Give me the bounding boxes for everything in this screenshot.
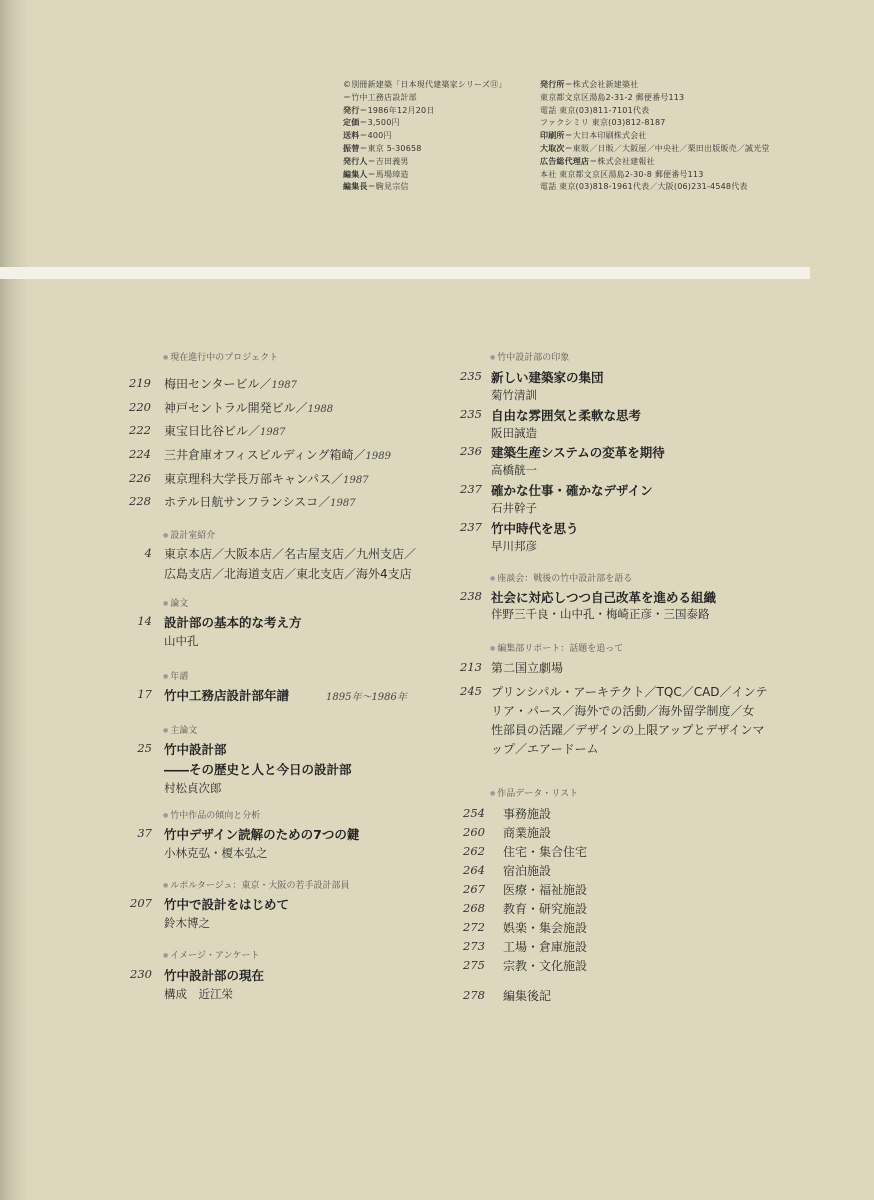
- project-entry: [164, 422, 285, 439]
- datalist-title: 医療・福祉施設: [503, 883, 588, 897]
- page-number: 262: [463, 844, 485, 858]
- colophon-line: [343, 130, 538, 143]
- section-heading-report: ● 編集部リポート：話題を追って: [490, 641, 623, 654]
- colophon-text: ＝400円: [359, 131, 392, 141]
- section-heading-roundtable: ● 座談会：戦後の竹中設計部を語る: [490, 571, 632, 584]
- colophon-text: ＝馬場璋造: [367, 169, 409, 179]
- colophon-label: 大取次: [540, 143, 565, 153]
- colophon-line: [343, 117, 538, 130]
- section-heading-datalist: ● 作品データ・リスト: [490, 786, 578, 799]
- colophon-line: [343, 105, 538, 118]
- project-title: ホテル日航サンフランシスコ／: [164, 495, 331, 509]
- colophon-label: 広告総代理店: [540, 156, 590, 166]
- colophon-line: [540, 156, 830, 169]
- essay-title: 設計部の基本的な考え方: [164, 615, 302, 630]
- page-number: 17: [137, 687, 152, 701]
- page-number: 228: [129, 494, 151, 508]
- colophon-line: [343, 169, 538, 182]
- datalist-title: 宗教・文化施設: [503, 959, 588, 973]
- colophon-text: ＝1986年12月20日: [359, 105, 435, 115]
- colophon-text: ＝東京 5-30658: [359, 143, 422, 153]
- afterword-title: 編集後記: [503, 989, 552, 1003]
- page-number: 219: [129, 376, 151, 390]
- impression-title: 新しい建築家の集団: [491, 370, 604, 385]
- colophon-label: 送料: [343, 131, 360, 141]
- colophon-label: 定価: [343, 118, 360, 128]
- colophon-right: [540, 79, 830, 194]
- colophon-line: [540, 105, 830, 118]
- datalist-title: 娯楽・集会施設: [503, 921, 588, 935]
- impression-author: 阪田誠造: [491, 426, 537, 440]
- colophon-left: [343, 79, 538, 194]
- project-title: 梅田センタービル／: [164, 377, 272, 391]
- colophon-line: [343, 143, 538, 156]
- page-number: 238: [460, 589, 482, 603]
- impression-author: 早川邦彦: [491, 539, 537, 553]
- colophon-line: [540, 169, 830, 182]
- project-title: 東宝日比谷ビル／: [164, 424, 261, 438]
- colophon-text: ＝駒見宗信: [367, 182, 409, 192]
- impression-title: 竹中時代を思う: [491, 521, 579, 536]
- section-heading-survey: ● イメージ・アンケート: [163, 948, 259, 961]
- page-number: 237: [460, 482, 482, 496]
- datalist-title: 商業施設: [503, 826, 552, 840]
- page-number: 226: [129, 471, 151, 485]
- colophon-text: ©別冊新建築「日本現代建築家シリーズ⑪」: [343, 80, 507, 89]
- colophon-label: 発行人: [343, 156, 368, 166]
- colophon-line: [540, 79, 830, 92]
- report-line: プリンシパル・アーキテクト／TQC／CAD／インテ: [491, 685, 768, 699]
- colophon-label: 編集長: [343, 182, 368, 192]
- page-number: 235: [460, 407, 482, 421]
- essay-author: 山中孔: [164, 634, 199, 648]
- colophon-label: 発行: [343, 105, 360, 115]
- colophon-line: [540, 92, 830, 105]
- page-number: 272: [463, 920, 485, 934]
- project-year: 1987: [343, 475, 369, 486]
- project-title: 三井倉庫オフィスビルディング箱崎／: [164, 448, 366, 462]
- report-line: 性部員の活躍／デザインの上限アップとデザインマ: [491, 723, 765, 737]
- page-number: 236: [460, 444, 482, 458]
- section-heading-chronology: ● 年譜: [163, 669, 188, 682]
- impression-title: 自由な雰囲気と柔軟な思考: [491, 408, 642, 423]
- section-heading-projects: ● 現在進行中のプロジェクト: [163, 350, 278, 363]
- colophon-text: ＝株式会社新建築社: [564, 80, 639, 89]
- project-title: 東京理科大学長万部キャンパス／: [164, 472, 344, 486]
- reportage-title: 竹中で設計をはじめて: [164, 897, 290, 912]
- offices-line-2: 広島支店／北海道支店／東北支店／海外4支店: [164, 567, 412, 581]
- page-number: 220: [129, 400, 151, 414]
- project-year: 1989: [365, 451, 391, 462]
- colophon-line: [343, 181, 538, 194]
- colophon-line: [540, 117, 830, 130]
- datalist-title: 住宅・集合住宅: [503, 845, 588, 859]
- impression-author: 石井幹子: [491, 501, 537, 515]
- colophon-line: [540, 130, 830, 143]
- chronology-title: 竹中工務店設計部年譜: [164, 688, 290, 703]
- roundtable-participants: 伴野三千良・山中孔・梅崎正彦・三国泰路: [491, 607, 710, 621]
- colophon-line: [343, 92, 538, 105]
- section-heading-reportage: ● ルポルタージュ：東京・大阪の若手設計部員: [163, 878, 350, 891]
- page-number: 278: [463, 988, 485, 1002]
- colophon-label: 編集人: [343, 169, 368, 179]
- project-entry: [164, 375, 297, 392]
- page-number: 264: [463, 863, 485, 877]
- page-number: 254: [463, 806, 485, 820]
- project-entry: [164, 493, 356, 510]
- page-number: 222: [129, 423, 151, 437]
- colophon-label: 印刷所: [540, 131, 565, 141]
- page-number: 207: [130, 896, 152, 910]
- colophon-text: ＝大日本印刷株式会社: [564, 131, 647, 141]
- impression-title: 建築生産システムの変革を期待: [491, 445, 665, 460]
- page-number: 275: [463, 958, 485, 972]
- impression-title: 確かな仕事・確かなデザイン: [491, 483, 653, 498]
- analysis-author: 小林克弘・榎本弘之: [164, 846, 268, 860]
- colophon-text: ＝吉田義男: [367, 156, 409, 166]
- project-entry: [164, 470, 369, 487]
- colophon-line: [343, 79, 538, 92]
- project-year: 1988: [307, 404, 334, 415]
- survey-author: 構成 近江栄: [164, 987, 233, 1001]
- divider-stripe: [0, 267, 810, 279]
- colophon-label: 振替: [343, 143, 360, 153]
- page-number: 260: [463, 825, 485, 839]
- project-year: 1987: [260, 427, 286, 438]
- roundtable-title: 社会に対応しつつ自己改革を進める組織: [491, 590, 717, 605]
- page-number: 4: [144, 546, 152, 560]
- project-year: 1987: [330, 498, 356, 509]
- datalist-title: 事務施設: [503, 807, 552, 821]
- chronology-years: 1895年～1986年: [326, 692, 407, 703]
- page-number: 37: [137, 826, 152, 840]
- section-heading-essay: ● 論文: [163, 596, 188, 609]
- impression-author: 菊竹清訓: [491, 388, 537, 402]
- main-essay-subtitle: ――その歴史と人と今日の設計部: [164, 762, 352, 777]
- colophon-text: 電話 東京(03)818-1961代表／大阪(06)231-4548代表: [540, 182, 748, 192]
- colophon-line: [540, 143, 830, 156]
- section-heading-offices: ● 設計室紹介: [163, 528, 215, 541]
- colophon-text: 本社 東京都文京区湯島2-30-8 郵便番号113: [540, 169, 704, 179]
- colophon-label: 発行所: [540, 80, 565, 89]
- colophon-text: ＝株式会社建報社: [589, 156, 655, 166]
- section-heading-impressions: ● 竹中設計部の印象: [490, 350, 569, 363]
- page-number: 235: [460, 369, 482, 383]
- colophon-line: [540, 181, 830, 194]
- datalist-title: 工場・倉庫施設: [503, 940, 588, 954]
- colophon-text: ＝竹中工務店設計部: [343, 92, 417, 102]
- impression-author: 高橋靗一: [491, 463, 537, 477]
- main-essay-title: 竹中設計部: [164, 742, 227, 757]
- analysis-title: 竹中デザイン読解のための7つの鍵: [164, 827, 360, 842]
- main-essay-author: 村松貞次郎: [164, 781, 222, 795]
- page-number: 224: [129, 447, 151, 461]
- colophon-text: ＝東販／日販／大阪屋／中央社／栗田出版販売／誠光堂: [564, 143, 770, 153]
- project-entry: [164, 446, 391, 463]
- page-number: 268: [463, 901, 485, 915]
- datalist-title: 宿泊施設: [503, 864, 552, 878]
- report-line: リア・パース／海外での活動／海外留学制度／女: [491, 704, 755, 718]
- page-number: 14: [137, 614, 152, 628]
- colophon-text: ファクシミリ 東京(03)812-8187: [540, 118, 666, 128]
- report-line: 第二国立劇場: [491, 661, 564, 675]
- colophon-line: [343, 156, 538, 169]
- page-number: 230: [130, 967, 152, 981]
- section-heading-main-essay: ● 主論文: [163, 723, 197, 736]
- offices-line-1: 東京本店／大阪本店／名古屋支店／九州支店／: [164, 547, 417, 561]
- page-number: 25: [137, 741, 152, 755]
- page-number: 267: [463, 882, 485, 896]
- page-number: 237: [460, 520, 482, 534]
- colophon-text: 東京都文京区湯島2-31-2 郵便番号113: [540, 92, 685, 102]
- report-line: ップ／エアードーム: [491, 742, 599, 756]
- page-number: 213: [460, 660, 482, 674]
- survey-title: 竹中設計部の現在: [164, 968, 265, 983]
- binding-gutter: [0, 0, 28, 1200]
- project-title: 神戸セントラル開発ビル／: [164, 401, 308, 415]
- project-year: 1987: [271, 380, 297, 391]
- datalist-title: 教育・研究施設: [503, 902, 588, 916]
- project-entry: [164, 399, 333, 416]
- reportage-author: 鈴木博之: [164, 916, 210, 930]
- page-number: 245: [460, 684, 482, 698]
- section-heading-analysis: ● 竹中作品の傾向と分析: [163, 808, 260, 821]
- colophon-text: 電話 東京(03)811-7101代表: [540, 105, 650, 115]
- page-number: 273: [463, 939, 485, 953]
- colophon-text: ＝3,500円: [359, 118, 400, 128]
